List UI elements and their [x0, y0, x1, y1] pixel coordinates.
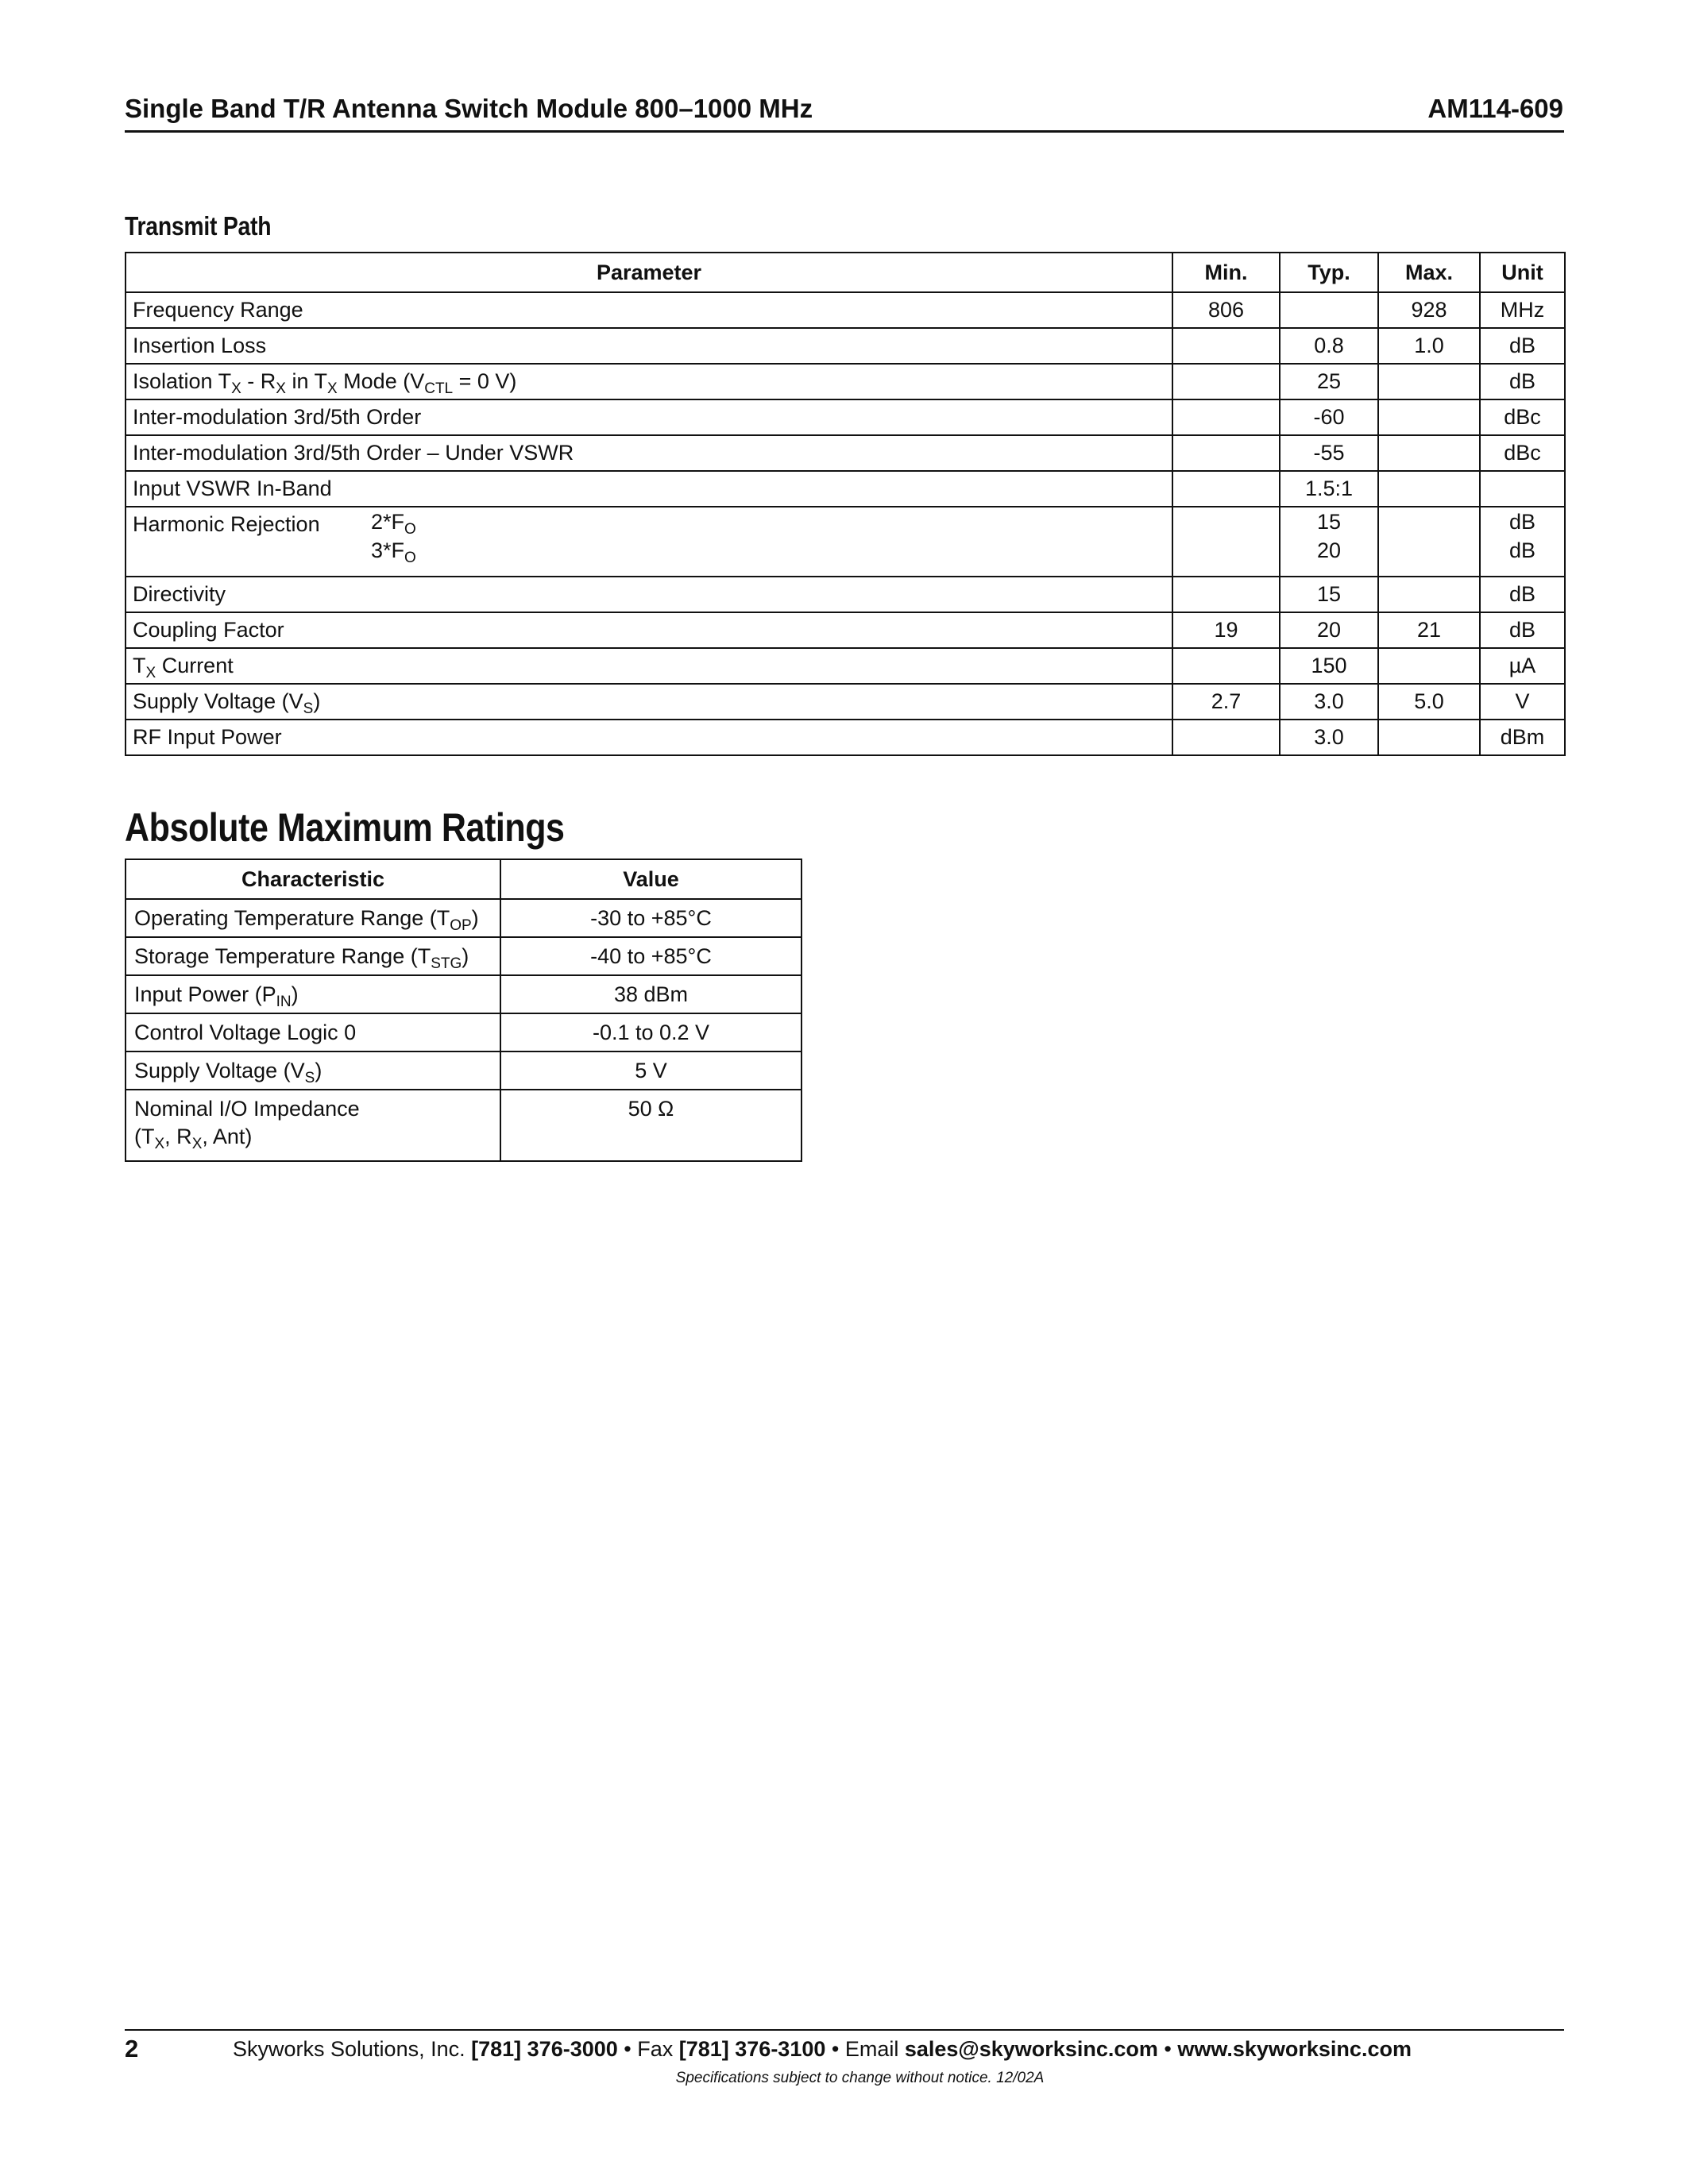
unit-cell: dB — [1480, 328, 1565, 364]
absolute-max-ratings-table — [125, 859, 802, 1162]
table-row — [126, 507, 1565, 577]
table-row — [126, 399, 1565, 435]
value-cell: -0.1 to 0.2 V — [500, 1013, 802, 1051]
max-cell — [1378, 577, 1480, 612]
table-row — [126, 1013, 802, 1051]
col-header-characteristic: Characteristic — [126, 859, 500, 899]
table-row — [126, 1051, 802, 1090]
param-cell: Insertion Loss — [126, 328, 1172, 364]
characteristic-cell: Operating Temperature Range $(T_{OP})$ — [126, 899, 500, 937]
header-rule — [125, 130, 1564, 133]
table-row — [126, 328, 1565, 364]
characteristic-cell: Storage Temperature Range $(T_{STG})$ — [126, 937, 500, 975]
param-cell: Coupling Factor — [126, 612, 1172, 648]
typ-cell: 25 — [1280, 364, 1378, 399]
table-row — [126, 1090, 802, 1161]
min-cell — [1172, 364, 1280, 399]
typ-cell: 3.0 — [1280, 684, 1378, 720]
table-row — [126, 899, 802, 937]
footer-contact: Skyworks Solutions, Inc. [781] 376-3000 • Fax [781] 376-3100 • Email sales@skyworksinc.com • www.skyworksinc.com — [233, 2037, 1412, 2061]
value-cell: -30 to +85°C — [500, 899, 802, 937]
value-cell: 38 dBm — [500, 975, 802, 1013]
col-header-max: Max. — [1378, 253, 1480, 292]
unit-cell: V — [1480, 684, 1565, 720]
value-cell: 5 V — [500, 1051, 802, 1090]
param-cell: Supply Voltage $(V_S)$ — [126, 684, 1172, 720]
table-header-row — [126, 859, 802, 899]
col-header-typ: Typ. — [1280, 253, 1378, 292]
min-cell — [1172, 471, 1280, 507]
min-cell — [1172, 577, 1280, 612]
typ-cell — [1280, 292, 1378, 328]
min-cell — [1172, 328, 1280, 364]
col-header-min: Min. — [1172, 253, 1280, 292]
unit-cell: dBm — [1480, 720, 1565, 755]
page-number: 2 — [125, 2035, 139, 2062]
max-cell: 21 — [1378, 612, 1480, 648]
min-cell: 806 — [1172, 292, 1280, 328]
characteristic-cell: Nominal I/O Impedance ($T_X$, $R_X$, Ant) — [126, 1090, 500, 1161]
typ-cell: 20 — [1280, 612, 1378, 648]
table-row — [126, 435, 1565, 471]
typ-cell: 15 — [1280, 577, 1378, 612]
table-header-row — [126, 253, 1565, 292]
param-cell: Input VSWR In-Band — [126, 471, 1172, 507]
table-row — [126, 937, 802, 975]
unit-cell: µA — [1480, 648, 1565, 684]
min-cell: 19 — [1172, 612, 1280, 648]
typ-cell: 150 — [1280, 648, 1378, 684]
typ-cell: -55 — [1280, 435, 1378, 471]
param-cell: Harmonic Rejection $2*F_O$ $3*F_O$ — [126, 507, 1172, 577]
table-row — [126, 648, 1565, 684]
unit-cell: dB — [1480, 364, 1565, 399]
footer-rule — [125, 2029, 1564, 2031]
unit-cell: MHz — [1480, 292, 1565, 328]
param-cell: Directivity — [126, 577, 1172, 612]
characteristic-cell: Input Power $(P_{IN})$ — [126, 975, 500, 1013]
characteristic-cell: Control Voltage Logic 0 — [126, 1013, 500, 1051]
footer-note: Specifications subject to change without notice. 12/02A — [675, 2070, 1045, 2086]
table-row — [126, 720, 1565, 755]
param-cell: Inter-modulation 3rd/5th Order – Under VSWR — [126, 435, 1172, 471]
absolute-max-ratings-heading: Absolute Maximum Ratings — [125, 805, 565, 850]
min-cell — [1172, 720, 1280, 755]
unit-cell — [1480, 471, 1565, 507]
max-cell — [1378, 507, 1480, 577]
unit-cell: dB — [1480, 612, 1565, 648]
table-row — [126, 684, 1565, 720]
max-cell — [1378, 364, 1480, 399]
table-row — [126, 471, 1565, 507]
param-cell: Isolation $T_X - R_X$ in $T_X$ Mode ($V_{CTL} = 0$ V) — [126, 364, 1172, 399]
value-cell: 50 Ω — [500, 1090, 802, 1161]
max-cell — [1378, 648, 1480, 684]
transmit-path-heading: Transmit Path — [125, 211, 272, 241]
table-row — [126, 577, 1565, 612]
max-cell — [1378, 720, 1480, 755]
email-link[interactable]: sales@skyworksinc.com — [904, 2037, 1158, 2061]
param-cell: Inter-modulation 3rd/5th Order — [126, 399, 1172, 435]
table-row — [126, 975, 802, 1013]
website-link[interactable]: www.skyworksinc.com — [1177, 2037, 1412, 2061]
param-cell: $T_X$ Current — [126, 648, 1172, 684]
param-cell: Frequency Range — [126, 292, 1172, 328]
unit-cell: dB dB — [1480, 507, 1565, 577]
header-part-number: AM114-609 — [1427, 94, 1563, 123]
col-header-unit: Unit — [1480, 253, 1565, 292]
unit-cell: dB — [1480, 577, 1565, 612]
col-header-value: Value — [500, 859, 802, 899]
col-header-parameter: Parameter — [126, 253, 1172, 292]
characteristic-cell: Supply Voltage $(V_S)$ — [126, 1051, 500, 1090]
max-cell — [1378, 471, 1480, 507]
typ-cell: 3.0 — [1280, 720, 1378, 755]
min-cell: 2.7 — [1172, 684, 1280, 720]
max-cell — [1378, 435, 1480, 471]
table-row — [126, 292, 1565, 328]
max-cell: 1.0 — [1378, 328, 1480, 364]
typ-cell: 1.5:1 — [1280, 471, 1378, 507]
max-cell: 928 — [1378, 292, 1480, 328]
min-cell — [1172, 648, 1280, 684]
value-cell: -40 to +85°C — [500, 937, 802, 975]
param-cell: RF Input Power — [126, 720, 1172, 755]
min-cell — [1172, 507, 1280, 577]
table-row — [126, 612, 1565, 648]
table-row — [126, 364, 1565, 399]
typ-cell: 15 20 — [1280, 507, 1378, 577]
unit-cell: dBc — [1480, 399, 1565, 435]
header-title: Single Band T/R Antenna Switch Module 800–1000 MHz — [125, 94, 813, 123]
max-cell — [1378, 399, 1480, 435]
typ-cell: -60 — [1280, 399, 1378, 435]
unit-cell: dBc — [1480, 435, 1565, 471]
min-cell — [1172, 435, 1280, 471]
typ-cell: 0.8 — [1280, 328, 1378, 364]
max-cell: 5.0 — [1378, 684, 1480, 720]
min-cell — [1172, 399, 1280, 435]
transmit-path-table — [125, 252, 1566, 756]
